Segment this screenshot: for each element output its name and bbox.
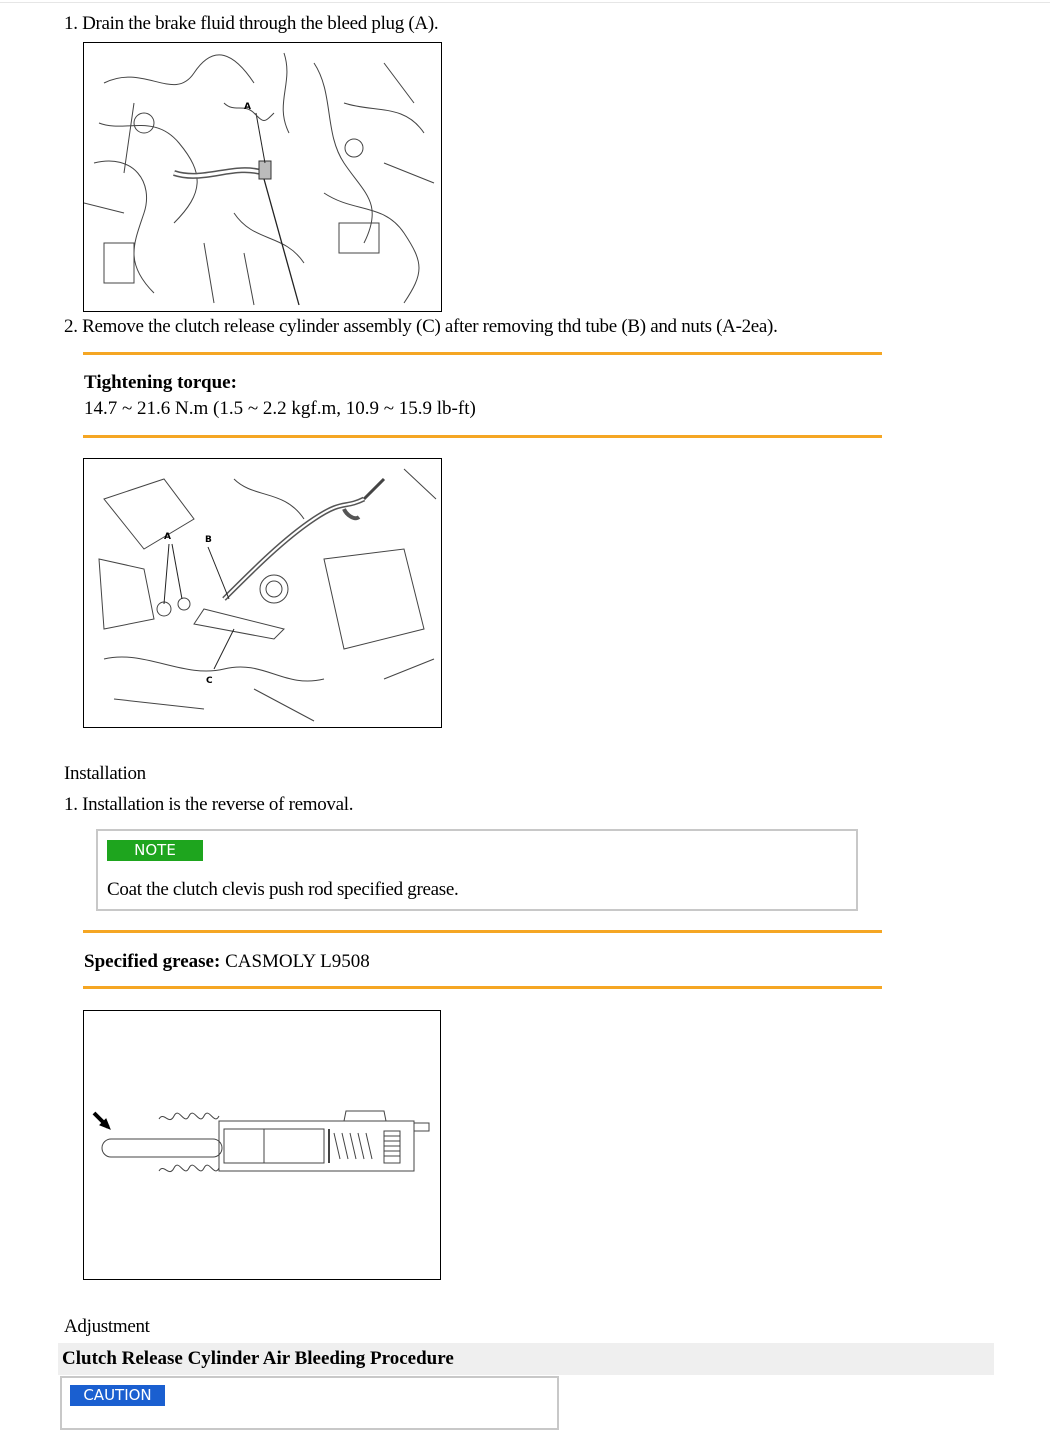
grease-value: CASMOLY L9508: [220, 951, 370, 972]
top-divider: [0, 2, 1050, 3]
callout-b-label: B: [205, 535, 212, 545]
callout-c-label: C: [206, 676, 213, 686]
removal-step-2: 2. Remove the clutch release cylinder assembly (C) after removing thd tube (B) and nuts (A-2ea).: [64, 316, 778, 337]
grease-spec: [84, 951, 370, 973]
spec-top-rule: [83, 352, 882, 355]
procedure-title: Clutch Release Cylinder Air Bleeding Procedure: [62, 1348, 454, 1369]
caution-badge: CAUTION: [70, 1385, 165, 1406]
grease-label: Specified grease:: [84, 951, 221, 972]
note-text: Coat the clutch clevis push rod specified grease.: [107, 879, 459, 900]
callout-a-label: A: [164, 532, 171, 542]
spec-bottom-rule: [83, 435, 882, 438]
torque-value: 14.7 ~ 21.6 N.m (1.5 ~ 2.2 kgf.m, 10.9 ~ 15.9 lb-ft): [84, 398, 476, 419]
removal-step-1: 1. Drain the brake fluid through the bleed plug (A).: [64, 13, 439, 34]
note-badge: NOTE: [107, 840, 203, 861]
push-rod-figure: [83, 1010, 441, 1280]
release-cylinder-figure: [83, 458, 442, 728]
grease-top-rule: [83, 930, 882, 933]
adjustment-heading: Adjustment: [64, 1316, 150, 1337]
grease-bottom-rule: [83, 986, 882, 989]
torque-label: Tightening torque:: [84, 372, 237, 393]
installation-heading: Installation: [64, 763, 146, 784]
callout-a-label: A: [244, 102, 251, 112]
installation-step-1: 1. Installation is the reverse of removal.: [64, 794, 354, 815]
bleed-plug-figure: [83, 42, 442, 312]
